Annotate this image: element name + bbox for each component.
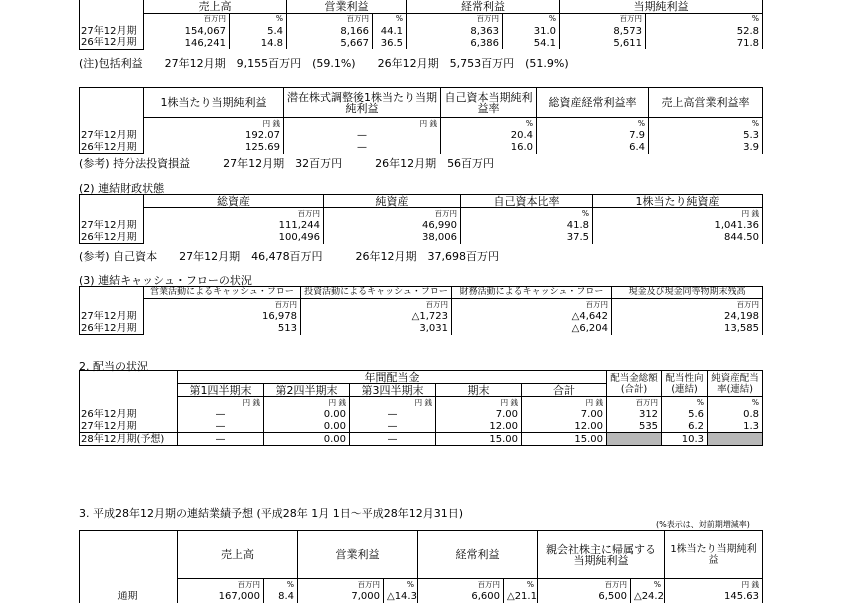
cell: 12.00	[436, 421, 522, 433]
cell: 71.8	[646, 37, 763, 49]
cell-shaded	[708, 433, 763, 446]
header-operating-income: 営業利益	[298, 531, 418, 579]
cell: △6,204	[452, 323, 612, 335]
cell: 31.0	[503, 25, 560, 37]
cell: 145.63	[665, 591, 763, 603]
unit: %	[441, 118, 537, 130]
header-corner	[80, 0, 144, 13]
header-annual-dividend: 年間配当金	[178, 371, 607, 384]
header-q3: 第3四半期末	[350, 384, 436, 397]
cell: 5,667	[287, 37, 373, 49]
header-total-dividend: 配当金総額(合計)	[607, 371, 662, 397]
header-corner	[80, 371, 178, 397]
unit: %	[631, 579, 665, 591]
cell: 16,978	[144, 311, 301, 323]
unit: 百万円	[301, 299, 452, 311]
row-label: 26年12月期	[80, 323, 144, 335]
cell: 3,031	[301, 323, 452, 335]
cell: 5.3	[649, 130, 763, 142]
cell: △21.1	[504, 591, 538, 603]
unit: 百万円	[287, 13, 373, 25]
cell: 167,000	[178, 591, 264, 603]
cell: 52.8	[646, 25, 763, 37]
cash-flow-table	[79, 286, 763, 335]
cell: —	[178, 409, 264, 421]
unit: 円 銭	[178, 397, 264, 409]
cell: 8.4	[264, 591, 298, 603]
header-q1: 第1四半期末	[178, 384, 264, 397]
unit: 円 銭	[350, 397, 436, 409]
unit: 百万円	[178, 579, 264, 591]
cell: 5,611	[560, 37, 646, 49]
unit: 百万円	[607, 397, 662, 409]
cell: 16.0	[441, 142, 537, 154]
unit: 円 銭	[436, 397, 522, 409]
header-eps: 1株当たり当期純利益	[144, 88, 284, 118]
table-row	[80, 37, 763, 49]
section-financial-position-title: (2) 連結財政状態	[79, 182, 165, 195]
header-payout-ratio: 配当性向(連結)	[662, 371, 708, 397]
cell: △14.3	[384, 591, 418, 603]
section-cash-flow-title: (3) 連結キャッシュ・フローの状況	[79, 274, 252, 287]
unit-corner	[80, 299, 144, 311]
header-cash-balance: 現金及び現金同等物期末残高	[612, 287, 763, 299]
cell: —	[350, 421, 436, 433]
section-dividends-title: 2. 配当の状況	[79, 360, 148, 373]
header-net-assets: 純資産	[324, 195, 461, 208]
cell: 36.5	[373, 37, 407, 49]
header-eps: 1株当たり当期純利益	[665, 531, 763, 579]
cell: 513	[144, 323, 301, 335]
cell: 844.50	[593, 232, 763, 244]
cell: 8,166	[287, 25, 373, 37]
unit: 円 銭	[264, 397, 350, 409]
header-corner	[80, 88, 144, 118]
cell: 7,000	[298, 591, 384, 603]
table-row	[80, 232, 763, 244]
cell: 13,585	[612, 323, 763, 335]
unit: %	[503, 13, 560, 25]
table-row	[80, 409, 763, 421]
cell: 6,600	[418, 591, 504, 603]
unit: 百万円	[144, 299, 301, 311]
unit: 百万円	[418, 579, 504, 591]
cell: 24,198	[612, 311, 763, 323]
cell: 10.3	[662, 433, 708, 446]
table-row	[80, 130, 763, 142]
unit-corner	[80, 579, 178, 591]
equity-method-note: (参考) 持分法投資損益 27年12月期 32百万円 26年12月期 56百万円	[79, 157, 495, 170]
header-roa: 総資産経常利益率	[537, 88, 649, 118]
unit: %	[504, 579, 538, 591]
cell: 312	[607, 409, 662, 421]
cell: —	[284, 130, 441, 142]
table-row	[80, 142, 763, 154]
unit-corner	[80, 13, 144, 25]
header-corner	[80, 531, 178, 579]
cell: 12.00	[522, 421, 607, 433]
header-net-income-parent: 親会社株主に帰属する当期純利益	[538, 531, 665, 579]
row-label: 26年12月期	[80, 409, 178, 421]
forecast-percent-note: (%表示は、対前期増減率)	[656, 520, 750, 529]
header-sales: 売上高	[178, 531, 298, 579]
unit: 円 銭	[284, 118, 441, 130]
table-row	[80, 220, 763, 232]
header-operating-margin: 売上高営業利益率	[649, 88, 763, 118]
cell: 7.00	[522, 409, 607, 421]
equity-note: (参考) 自己資本 27年12月期 46,478百万円 26年12月期 37,698百万円	[79, 250, 500, 263]
forecast-table	[79, 530, 763, 603]
header-net-income: 当期純利益	[560, 0, 763, 13]
comprehensive-income-note: (注)包括利益 27年12月期 9,155百万円 (59.1%) 26年12月期 5,753百万円 (51.9%)	[79, 57, 569, 70]
cell: —	[178, 421, 264, 433]
header-equity-ratio: 自己資本比率	[461, 195, 593, 208]
unit: 百万円	[144, 13, 230, 25]
cell: 7.00	[436, 409, 522, 421]
cell: 6.2	[662, 421, 708, 433]
cell: —	[284, 142, 441, 154]
unit: 百万円	[144, 208, 324, 220]
cell: 46,990	[324, 220, 461, 232]
row-label: 27年12月期	[80, 130, 144, 142]
cell: 0.00	[264, 433, 350, 446]
unit: %	[649, 118, 763, 130]
cell: 5.6	[662, 409, 708, 421]
unit: 百万円	[452, 299, 612, 311]
cell: 0.00	[264, 409, 350, 421]
unit: 百万円	[324, 208, 461, 220]
cell: —	[350, 433, 436, 446]
cell: —	[350, 409, 436, 421]
row-label: 27年12月期	[80, 220, 144, 232]
header-doe: 純資産配当率(連結)	[708, 371, 763, 397]
header-diluted-eps: 潜在株式調整後1株当たり当期純利益	[284, 88, 441, 118]
cell: 5.4	[230, 25, 287, 37]
cell: 14.8	[230, 37, 287, 49]
cell: 6,500	[538, 591, 631, 603]
row-label: 26年12月期	[80, 142, 144, 154]
header-roe: 自己資本当期純利益率	[441, 88, 537, 118]
header-sales: 売上高	[144, 0, 287, 13]
table-row	[80, 323, 763, 335]
cell: 154,067	[144, 25, 230, 37]
unit: %	[708, 397, 763, 409]
unit: %	[461, 208, 593, 220]
financial-position-table	[79, 194, 763, 244]
cell: 111,244	[144, 220, 324, 232]
header-total: 合計	[522, 384, 607, 397]
cell: △24.2	[631, 591, 665, 603]
header-bps: 1株当たり純資産	[593, 195, 763, 208]
unit: 円 銭	[522, 397, 607, 409]
unit: %	[662, 397, 708, 409]
cell: 37.5	[461, 232, 593, 244]
cell: △4,642	[452, 311, 612, 323]
cell: 54.1	[503, 37, 560, 49]
header-corner	[80, 195, 144, 208]
unit: 円 銭	[665, 579, 763, 591]
header-operating-cf: 営業活動によるキャッシュ・フロー	[144, 287, 301, 299]
results-table	[79, 0, 763, 50]
cell: 8,573	[560, 25, 646, 37]
unit: %	[230, 13, 287, 25]
cell: 100,496	[144, 232, 324, 244]
cell: 0.00	[264, 421, 350, 433]
unit: %	[264, 579, 298, 591]
cell: 6,386	[407, 37, 503, 49]
cell: 1,041.36	[593, 220, 763, 232]
unit-corner	[80, 118, 144, 130]
table-row	[80, 311, 763, 323]
ratios-table	[79, 87, 763, 154]
unit: 百万円	[407, 13, 503, 25]
unit: 円 銭	[144, 118, 284, 130]
header-q2: 第2四半期末	[264, 384, 350, 397]
unit-corner	[80, 397, 178, 409]
table-row	[80, 591, 763, 603]
unit: %	[646, 13, 763, 25]
row-label: 28年12月期(予想)	[80, 433, 178, 446]
row-label: 27年12月期	[80, 311, 144, 323]
cell: 15.00	[436, 433, 522, 446]
cell: 6.4	[537, 142, 649, 154]
header-total-assets: 総資産	[144, 195, 324, 208]
table-row	[80, 421, 763, 433]
cell: 38,006	[324, 232, 461, 244]
unit: 円 銭	[593, 208, 763, 220]
header-operating-income: 営業利益	[287, 0, 407, 13]
cell: —	[178, 433, 264, 446]
cell: 15.00	[522, 433, 607, 446]
table-row	[80, 433, 763, 446]
header-investing-cf: 投資活動によるキャッシュ・フロー	[301, 287, 452, 299]
section-forecast-title: 3. 平成28年12月期の連結業績予想 (平成28年 1月 1日～平成28年12月31日)	[79, 507, 464, 520]
row-label: 通期	[80, 591, 178, 603]
cell: 20.4	[441, 130, 537, 142]
cell: 146,241	[144, 37, 230, 49]
header-year-end: 期末	[436, 384, 522, 397]
row-label: 27年12月期	[80, 421, 178, 433]
unit: 百万円	[298, 579, 384, 591]
table-row	[80, 25, 763, 37]
header-financing-cf: 財務活動によるキャッシュ・フロー	[452, 287, 612, 299]
cell: 125.69	[144, 142, 284, 154]
header-corner	[80, 287, 144, 299]
header-ordinary-income: 経常利益	[418, 531, 538, 579]
unit: 百万円	[538, 579, 631, 591]
cell: 0.8	[708, 409, 763, 421]
unit: 百万円	[560, 13, 646, 25]
cell: 1.3	[708, 421, 763, 433]
dividends-table	[79, 370, 763, 446]
unit: 百万円	[612, 299, 763, 311]
cell: 8,363	[407, 25, 503, 37]
row-label: 26年12月期	[80, 37, 144, 49]
row-label: 27年12月期	[80, 25, 144, 37]
unit: %	[384, 579, 418, 591]
unit: %	[373, 13, 407, 25]
cell: 7.9	[537, 130, 649, 142]
cell: 44.1	[373, 25, 407, 37]
header-ordinary-income: 経常利益	[407, 0, 560, 13]
cell: 192.07	[144, 130, 284, 142]
cell: △1,723	[301, 311, 452, 323]
cell: 41.8	[461, 220, 593, 232]
row-label: 26年12月期	[80, 232, 144, 244]
unit: %	[537, 118, 649, 130]
cell: 3.9	[649, 142, 763, 154]
unit-corner	[80, 208, 144, 220]
cell-shaded	[607, 433, 662, 446]
cell: 535	[607, 421, 662, 433]
